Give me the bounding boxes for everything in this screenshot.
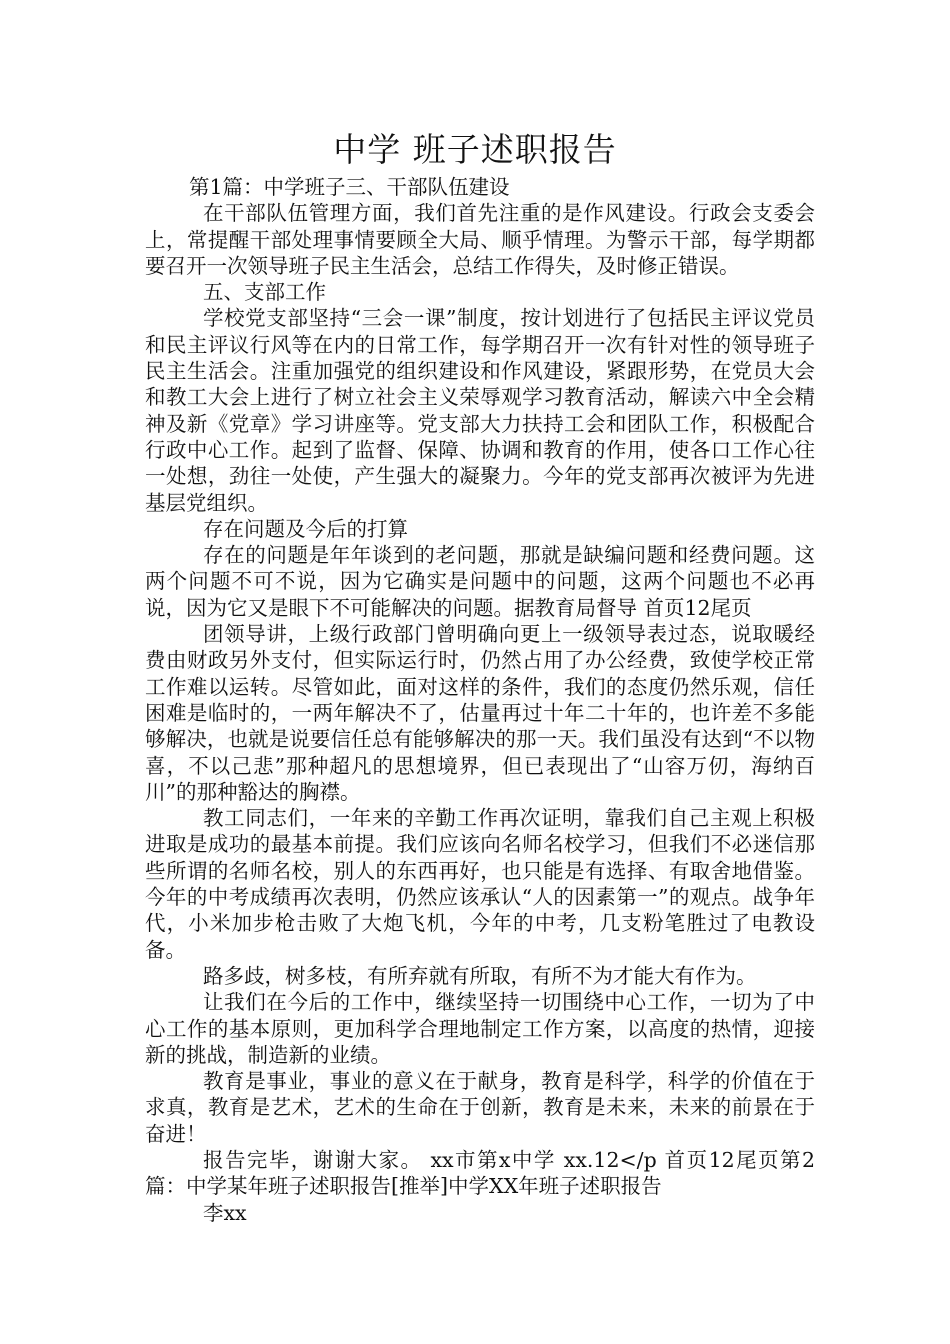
paragraph: 团领导讲，上级行政部门曾明确向更上一级领导表过态，说取暖经费由财政另外支付，但实际运行时，仍然占用了办公经费，致使学校正常工作难以运转。尽管如此，面对这样的条件，我们的态度仍然乐观，信任困难是临时的，一两年解决不了，估量再过十年二十年的，也许差不多能够解决，也就是说要信任总有能够解决的那一天。我们虽没有达到“不以物喜，不以己悲”那种超凡的思想境界，但已表现出了“山容万仞，海纳百川”的那种豁达的胸襟。 xyxy=(145,622,815,804)
paragraph: 在干部队伍管理方面，我们首先注重的是作风建设。行政会支委会上，常提醒干部处理事情要顾全大局、顺乎情理。为警示干部，每学期都要召开一次领导班子民主生活会，总结工作得失，及时修正错误。 xyxy=(145,201,815,278)
paragraph: 学校党支部坚持“三会一课”制度，按计划进行了包括民主评议党员和民主评议行风等在内的日常工作，每学期召开一次有针对性的领导班子民主生活会。注重加强党的组织建设和作风建设，紧跟形势，在党员大会和教工大会上进行了树立社会主义荣辱观学习教育活动，解读六中全会精神及新《党章》学习讲座等。党支部大力扶持工会和团队工作，积极配合行政中心工作。起到了监督、保障、协调和教育的作用，使各口工作心往一处想，劲往一处使，产生强大的凝聚力。今年的党支部再次被评为先进基层党组织。 xyxy=(145,306,815,515)
paragraph: 教育是事业，事业的意义在于献身，教育是科学，科学的价值在于求真，教育是艺术，艺术的生命在于创新，教育是未来，未来的前景在于奋进！ xyxy=(145,1069,815,1146)
paragraph: 报告完毕，谢谢大家。 xx市第x中学 xx.12</p 首页12尾页第2篇：中学某年班子述职报告[推举]中学XX年班子述职报告 xyxy=(145,1147,815,1199)
subheading: 五、支部工作 xyxy=(203,280,326,305)
paragraph: 存在的问题是年年谈到的老问题，那就是缺编问题和经费问题。这两个问题不可不说，因为它确实是问题中的问题，这两个问题也不必再说，因为它又是眼下不可能解决的问题。据教育局督导 首页12尾页 xyxy=(145,543,815,620)
signature-line: 李xx xyxy=(203,1200,247,1225)
paragraph: 教工同志们，一年来的辛勤工作再次证明，靠我们自己主观上积极进取是成功的最基本前提。我们应该向名师名校学习，但我们不必迷信那些所谓的名师名校，别人的东西再好，也只能是有选择、有取舍地借鉴。今年的中考成绩再次表明，仍然应该承认“人的因素第一”的观点。战争年代，小米加步枪击败了大炮飞机，今年的中考，几支粉笔胜过了电教设备。 xyxy=(145,806,815,962)
section-heading: 第1篇：中学班子三、干部队伍建设 xyxy=(189,175,510,199)
paragraph: 让我们在今后的工作中，继续坚持一切围绕中心工作，一切为了中心工作的基本原则，更加科学合理地制定工作方案，以高度的热情，迎接新的挑战，制造新的业绩。 xyxy=(145,990,815,1067)
subheading: 存在问题及今后的打算 xyxy=(203,516,408,541)
paragraph: 路多歧，树多枝，有所弃就有所取，有所不为才能大有作为。 xyxy=(203,963,757,988)
document-title: 中学 班子述职报告 xyxy=(333,130,617,169)
document-body xyxy=(145,174,815,1226)
